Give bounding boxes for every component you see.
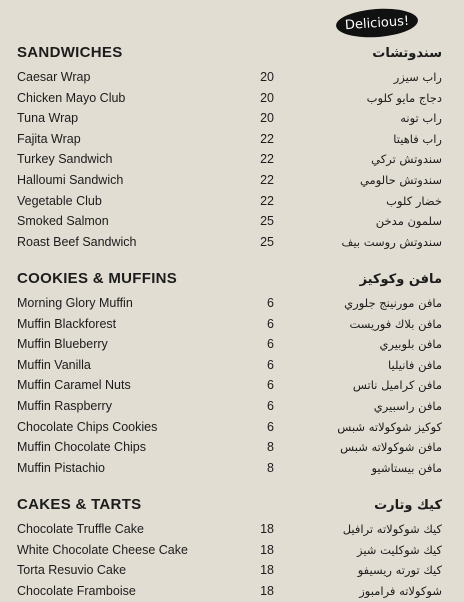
item-price: 6: [267, 316, 274, 331]
item-price: 18: [260, 522, 274, 536]
item-name-arabic: كيك شوكولاته ترافيل: [342, 522, 442, 536]
item-price: 22: [260, 131, 274, 146]
menu-item: [0, 315, 464, 336]
item-name-arabic: سلمون مدخن: [375, 214, 442, 229]
section-title-arabic: سندوتشات: [372, 46, 442, 61]
item-name: Muffin Chocolate Chips: [17, 440, 147, 455]
item-name: Tuna Wrap: [17, 111, 79, 126]
item-price: 20: [260, 111, 274, 126]
menu-item: [0, 438, 464, 459]
item-price: 6: [267, 337, 274, 352]
menu-item: [0, 520, 464, 541]
item-name-arabic: كوكيز شوكولاته شبس: [337, 419, 442, 434]
menu-item: [0, 212, 464, 233]
item-name: Muffin Raspberry: [17, 398, 112, 413]
section-cookies-muffins: [0, 270, 464, 479]
item-name-arabic: مافن شوكولاته شبس: [340, 440, 442, 455]
item-name: White Chocolate Cheese Cake: [17, 542, 188, 557]
section-header: [0, 44, 464, 68]
menu-item: [0, 397, 464, 418]
menu-item: [0, 541, 464, 562]
section-title: SANDWICHES: [17, 44, 123, 61]
item-name-arabic: مافن كراميل ناتس: [352, 378, 442, 393]
item-name-arabic: مافن راسبيري: [373, 398, 442, 413]
item-name-arabic: راب فاهيتا: [393, 131, 442, 146]
item-name: Muffin Caramel Nuts: [17, 378, 131, 393]
section-title: CAKES & TARTS: [17, 496, 142, 513]
item-name: Caesar Wrap: [17, 70, 91, 84]
item-name-arabic: مافن بلوبيري: [379, 337, 442, 352]
item-name: Fajita Wrap: [17, 131, 81, 146]
item-price: 22: [260, 152, 274, 167]
section-header: [0, 496, 464, 520]
menu-item: [0, 109, 464, 130]
item-name-arabic: سندوتش تركي: [371, 152, 442, 167]
menu-item: [0, 89, 464, 110]
item-name: Morning Glory Muffin: [17, 296, 133, 310]
item-price: 6: [267, 378, 274, 393]
item-price: 6: [267, 398, 274, 413]
item-name-arabic: مافن مورنينج جلوري: [344, 296, 442, 310]
item-price: 8: [267, 440, 274, 455]
item-price: 6: [267, 357, 274, 372]
item-price: 22: [260, 193, 274, 208]
item-name: Chocolate Truffle Cake: [17, 522, 144, 536]
section-title-arabic: كيك وتارت: [374, 498, 442, 513]
menu-item: [0, 150, 464, 171]
item-price: 22: [260, 172, 274, 187]
item-price: 18: [260, 583, 274, 598]
item-name: Smoked Salmon: [17, 214, 109, 229]
section-header: [0, 270, 464, 294]
menu-item: [0, 171, 464, 192]
item-name-arabic: خضار كلوب: [386, 193, 442, 208]
menu-item: [0, 561, 464, 582]
menu-item: [0, 294, 464, 315]
item-name: Vegetable Club: [17, 193, 102, 208]
item-name-arabic: راب سيزر: [393, 70, 442, 84]
section-sandwiches: [0, 44, 464, 253]
menu-item: [0, 335, 464, 356]
item-price: 18: [260, 542, 274, 557]
item-name-arabic: كيك تورته ريسيفو: [357, 563, 442, 578]
item-name: Torta Resuvio Cake: [17, 563, 127, 578]
item-name: Chicken Mayo Club: [17, 90, 126, 105]
item-name-arabic: مافن بلاك فوريست: [349, 316, 442, 331]
item-price: 6: [267, 419, 274, 434]
delicious-badge: Delicious!: [335, 6, 419, 40]
item-price: 18: [260, 563, 274, 578]
item-name-arabic: راب تونه: [400, 111, 442, 126]
item-name-arabic: سندوتش حالومي: [359, 172, 442, 187]
item-name: Chocolate Framboise: [17, 583, 136, 598]
item-price: 6: [267, 296, 274, 310]
item-name: Muffin Pistachio: [17, 460, 106, 475]
menu-item: [0, 130, 464, 151]
item-name-arabic: مافن بيستاشيو: [371, 460, 442, 475]
item-price: 20: [260, 90, 274, 105]
section-title: COOKIES & MUFFINS: [17, 270, 178, 287]
menu-item: [0, 459, 464, 480]
menu-item: [0, 582, 464, 602]
menu-item: [0, 233, 464, 254]
item-name-arabic: سندوتش روست بيف: [341, 234, 442, 249]
section-cakes-tarts: [0, 496, 464, 602]
item-price: 20: [260, 70, 274, 84]
menu-item: [0, 192, 464, 213]
item-name: Muffin Blackforest: [17, 316, 117, 331]
item-name: Roast Beef Sandwich: [17, 234, 137, 249]
item-name: Chocolate Chips Cookies: [17, 419, 158, 434]
item-name-arabic: شوكولاته فرامبوز: [359, 583, 442, 598]
menu-item: [0, 68, 464, 89]
section-title-arabic: مافن وكوكيز: [359, 272, 442, 287]
item-name: Muffin Blueberry: [17, 337, 108, 352]
menu-item: [0, 356, 464, 377]
item-name: Halloumi Sandwich: [17, 172, 124, 187]
menu-item: [0, 418, 464, 439]
item-price: 8: [267, 460, 274, 475]
menu-item: [0, 376, 464, 397]
item-price: 25: [260, 234, 274, 249]
item-name-arabic: كيك شوكليت شيز: [356, 542, 442, 557]
item-price: 25: [260, 214, 274, 229]
item-name-arabic: دجاج مايو كلوب: [366, 90, 442, 105]
item-name: Muffin Vanilla: [17, 357, 91, 372]
item-name-arabic: مافن فانيليا: [387, 357, 442, 372]
item-name: Turkey Sandwich: [17, 152, 113, 167]
